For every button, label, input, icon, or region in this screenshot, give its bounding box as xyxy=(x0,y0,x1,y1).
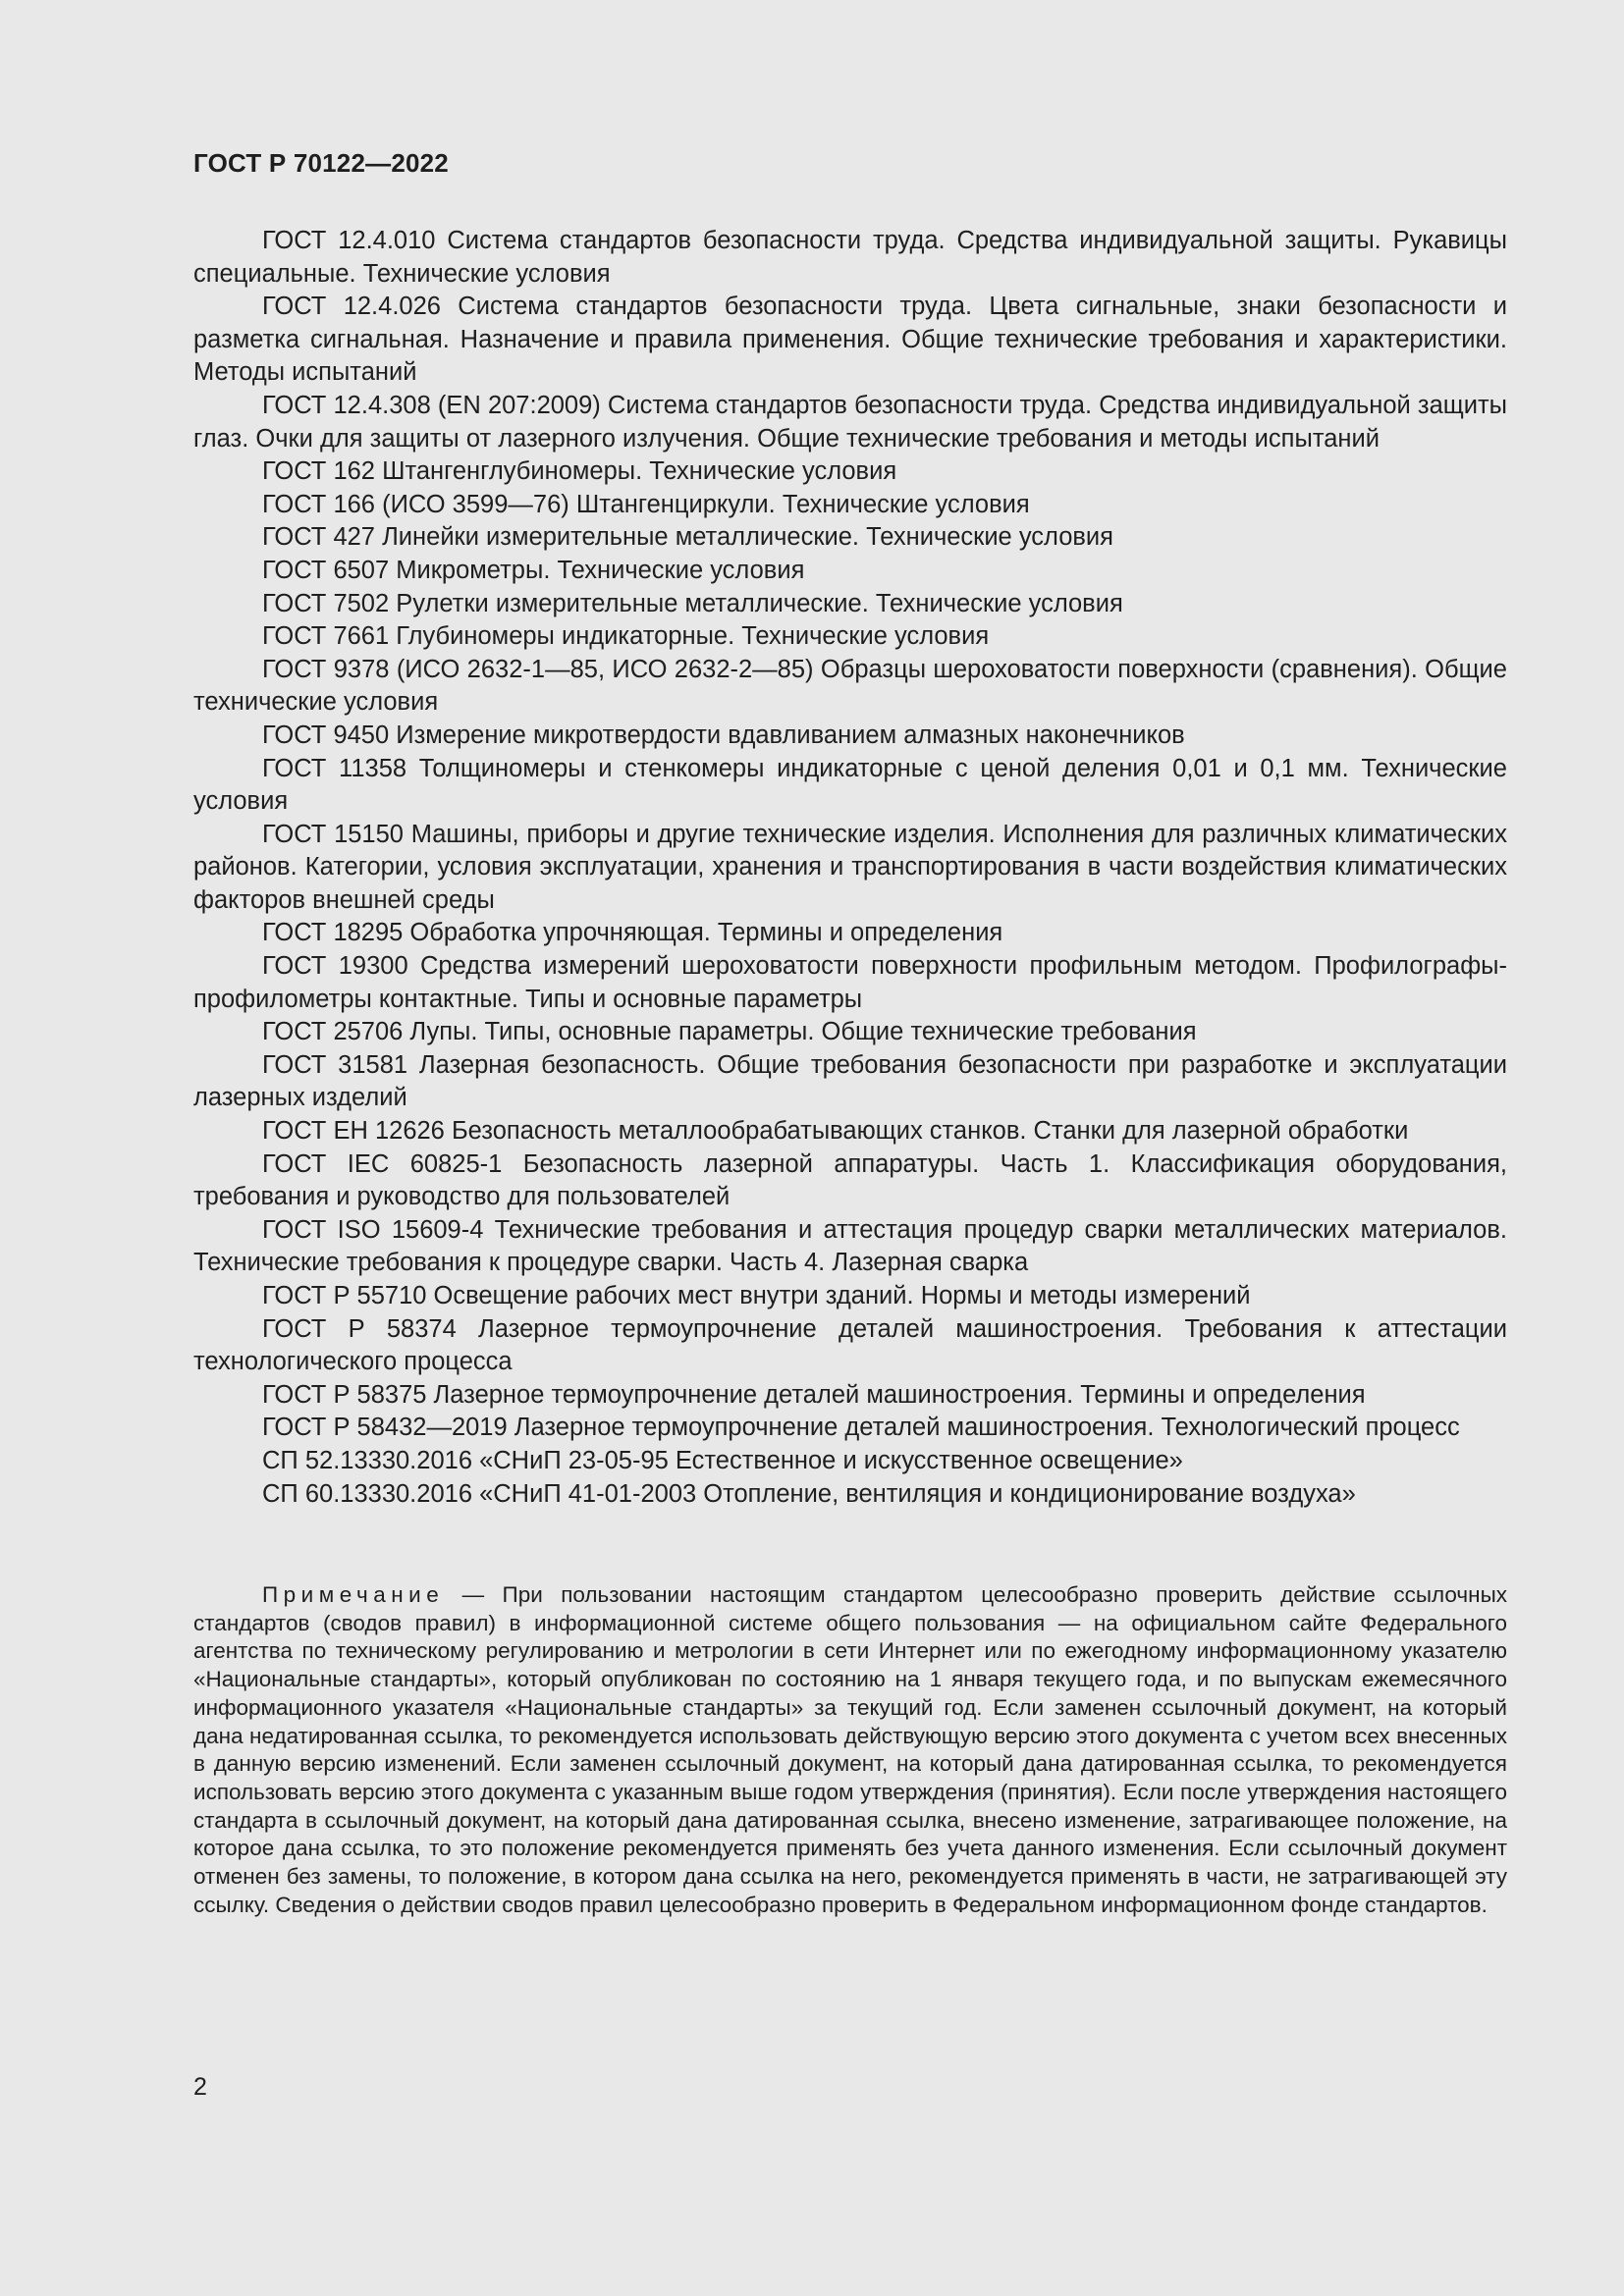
reference-item: ГОСТ Р 58374 Лазерное термоупрочнение деталей машиностроения. Требования к аттестации технологического процесса xyxy=(193,1314,1507,1376)
reference-item: ГОСТ Р 55710 Освещение рабочих мест внутри зданий. Нормы и методы измерений xyxy=(262,1282,1251,1309)
reference-item: СП 52.13330.2016 «СНиП 23-05-95 Естественное и искусственное освещение» xyxy=(262,1446,1183,1474)
reference-item: ГОСТ 9378 (ИСО 2632-1—85, ИСО 2632-2—85) Образцы шероховатости поверхности (сравнения). Общие технические условия xyxy=(193,655,1507,717)
reference-item: ГОСТ 19300 Средства измерений шероховатости поверхности профильным методом. Профилографы-профилометры контактные. Типы и основные параметры xyxy=(193,952,1507,1013)
reference-item: ГОСТ 12.4.026 Система стандартов безопасности труда. Цвета сигнальные, знаки безопасности и разметка сигнальная. Назначение и правила применения. Общие технические требования и характеристики. Методы испытаний xyxy=(193,293,1507,387)
reference-item: ГОСТ 31581 Лазерная безопасность. Общие требования безопасности при разработке и эксплуатации лазерных изделий xyxy=(193,1050,1507,1112)
reference-item: ГОСТ 12.4.010 Система стандартов безопасности труда. Средства индивидуальной защиты. Рукавицы специальные. Технические условия xyxy=(193,227,1507,288)
reference-item: ГОСТ 166 (ИСО 3599—76) Штангенциркули. Технические условия xyxy=(262,490,1030,518)
note-label: Примечание xyxy=(262,1582,445,1607)
reference-item: ГОСТ 25706 Лупы. Типы, основные параметры. Общие технические требования xyxy=(262,1018,1197,1046)
reference-item: ГОСТ 162 Штангенглубиномеры. Технические условия xyxy=(262,457,897,486)
reference-item: ГОСТ 7661 Глубиномеры индикаторные. Технические условия xyxy=(262,622,990,651)
reference-item: ГОСТ 12.4.308 (EN 207:2009) Система стандартов безопасности труда. Средства индивидуальной защиты глаз. Очки для защиты от лазерного излучения. Общие технические требования и методы испытаний xyxy=(193,391,1507,453)
reference-item: ГОСТ 6507 Микрометры. Технические условия xyxy=(262,556,805,584)
reference-item: ГОСТ Р 58432—2019 Лазерное термоупрочнение деталей машиностроения. Технологический процесс xyxy=(262,1414,1460,1442)
standard-header: ГОСТ Р 70122—2022 xyxy=(193,148,449,178)
reference-item: ГОСТ 427 Линейки измерительные металлические. Технические условия xyxy=(262,523,1113,552)
note-text: — При пользовании настоящим стандартом целесообразно проверить действие ссылочных стандартов (сводов правил) в информационной системе общего пользования — на официальном сайте Федерального агентства по техническому регулированию и метрологии в сети Интернет или по ежегодному информационному указателю «Национальные стандарты», который опубликован по состоянию на 1 января текущего года, и по выпускам ежемесячного информационного указателя «Национальные стандарты» за текущий год. Если заменен ссылочный документ, на который дана недатированная ссылка, то рекомендуется использовать действующую версию этого документа с учетом всех внесенных в данную версию изменений. Если заменен ссылочный документ, на который дана датированная ссылка, то рекомендуется использовать версию этого документа с указанным выше годом утверждения (принятия). Если после утверждения настоящего стандарта в ссылочный документ, на который дана датированная ссылка, внесено изменение, затрагивающее положение, на которое дана ссылка, то это положение рекомендуется применять без учета данного изменения. Если ссылочный документ отменен без замены, то положение, в котором дана ссылка на него, рекомендуется применять в части, не затрагивающей эту ссылку. Сведения о действии сводов правил целесообразно проверить в Федеральном информационном фонде стандартов. xyxy=(193,1582,1507,1917)
reference-item: ГОСТ 15150 Машины, приборы и другие технические изделия. Исполнения для различных климатических районов. Категории, условия эксплуатации, хранения и транспортирования в части воздействия климатических факторов внешней среды xyxy=(193,820,1507,914)
note-paragraph xyxy=(193,1581,1507,1919)
reference-item: ГОСТ 11358 Толщиномеры и стенкомеры индикаторные с ценой деления 0,01 и 0,1 мм. Технические условия xyxy=(193,754,1507,816)
reference-item: ГОСТ 18295 Обработка упрочняющая. Термины и определения xyxy=(262,919,1003,947)
normative-references-list xyxy=(193,225,1507,1511)
reference-item: ГОСТ IEC 60825-1 Безопасность лазерной аппаратуры. Часть 1. Классификация оборудования, требования и руководство для пользователей xyxy=(193,1149,1507,1211)
reference-item: ГОСТ Р 58375 Лазерное термоупрочнение деталей машиностроения. Термины и определения xyxy=(262,1380,1366,1409)
reference-item: ГОСТ ISO 15609-4 Технические требования и аттестация процедур сварки металлических материалов. Технические требования к процедуре сварки. Часть 4. Лазерная сварка xyxy=(193,1215,1507,1277)
reference-item: ГОСТ ЕН 12626 Безопасность металлообрабатывающих станков. Станки для лазерной обработки xyxy=(262,1117,1409,1146)
reference-item: ГОСТ 7502 Рулетки измерительные металлические. Технические условия xyxy=(262,589,1123,617)
reference-item: СП 60.13330.2016 «СНиП 41-01-2003 Отопление, вентиляция и кондиционирование воздуха» xyxy=(262,1479,1356,1508)
page-number: 2 xyxy=(193,2073,207,2101)
reference-item: ГОСТ 9450 Измерение микротвердости вдавливанием алмазных наконечников xyxy=(262,721,1185,749)
